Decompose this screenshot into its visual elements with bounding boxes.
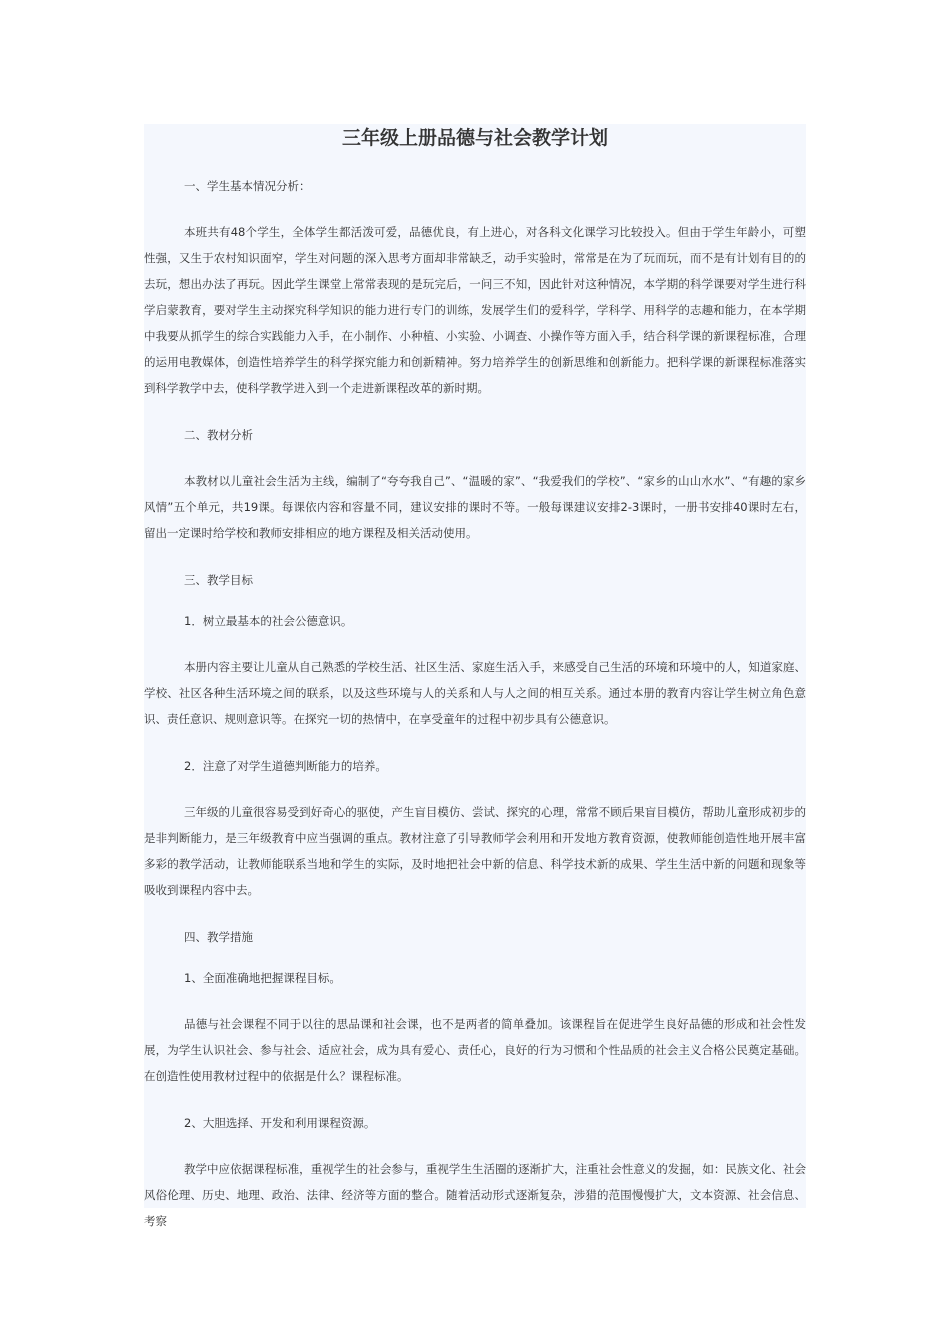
section-heading-teaching-measures: 四、教学措施 [184,930,253,944]
paragraph-course-resources: 教学中应依据课程标准，重视学生的社会参与，重视学生生活圈的逐渐扩大，注重社会性意义的发掘，如：民族文化、社会风俗伦理、历史、地理、政治、法律、经济等方面的整合。随着活动形式逐渐复杂，涉猎的范围慢慢扩大，文本资源、社会信息、考察 [144,1162,806,1228]
document-title: 三年级上册品德与社会教学计划 [341,127,608,149]
paragraph-public-morality: 本册内容主要让儿童从自己熟悉的学校生活、社区生活、家庭生活入手，来感受自己生活的环境和环境中的人，知道家庭、学校、社区各种生活环境之间的联系，以及这些环境与人的关系和人与人之间的相互关系。通过本册的教育内容让学生树立角色意识、责任意识、规则意识等。在探究一切的热情中，在享受童年的过程中初步具有公德意识。 [144,660,806,726]
paragraph-textbook-analysis: 本教材以儿童社会生活为主线，编制了“夸夸我自己”、“温暖的家”、“我爱我们的学校”、“家乡的山山水水”、“有趣的家乡风情”五个单元，共19课。每课依内容和容量不同，建议安排的课时不等。一般每课建议安排2-3课时，一册书安排40课时左右，留出一定课时给学校和教师安排相应的地方课程及相关活动使用。 [144,474,806,540]
document-page [144,124,806,1228]
paragraph-moral-judgment: 三年级的儿童很容易受到好奇心的驱使，产生盲目模仿、尝试、探究的心理，常常不顾后果盲目模仿，帮助儿童形成初步的是非判断能力，是三年级教育中应当强调的重点。教材注意了引导教师学会利用和开发地方教育资源，使教师能创造性地开展丰富多彩的教学活动，让教师能联系当地和学生的实际，及时地把社会中新的信息、科学技术新的成果、学生生活中新的问题和现象等吸收到课程内容中去。 [144,805,806,897]
section-heading-teaching-goals: 三、教学目标 [184,573,253,587]
paragraph-student-analysis: 本班共有48个学生，全体学生都活泼可爱，品德优良，有上进心，对各科文化课学习比较投入。但由于学生年龄小，可塑性强，又生于农村知识面窄，学生对问题的深入思考方面却非常缺乏，动手实验时，常常是在为了玩而玩，而不是有计划有目的的去玩，想出办法了再玩。因此学生课堂上常常表现的是玩完后，一问三不知，因此针对这种情况，本学期的科学课要对学生进行科学启蒙教育，要对学生主动探究科学知识的能力进行专门的训练，发展学生们的爱科学，学科学、用科学的志趣和能力，在本学期中我要从抓学生的综合实践能力入手，在小制作、小种植、小实验、小调查、小操作等方面入手，结合科学课的新课程标准，合理的运用电教媒体，创造性培养学生的科学探究能力和创新精神。努力培养学生的创新思维和创新能力。把科学课的新课程标准落实到科学教学中去，使科学教学进入到一个走进新课程改革的新时期。 [144,225,806,395]
subheading-moral-judgment: 2．注意了对学生道德判断能力的培养。 [184,759,387,773]
subheading-course-goals: 1、全面准确地把握课程目标。 [184,971,341,985]
subheading-public-morality: 1．树立最基本的社会公德意识。 [184,614,353,628]
paragraph-course-goals: 品德与社会课程不同于以往的思品课和社会课，也不是两者的简单叠加。该课程旨在促进学生良好品德的形成和社会性发展，为学生认识社会、参与社会、适应社会，成为具有爱心、责任心，良好的行为习惯和个性品质的社会主义合格公民奠定基础。在创造性使用教材过程中的依据是什么？课程标准。 [144,1017,806,1083]
subheading-course-resources: 2、大胆选择、开发和利用课程资源。 [184,1116,376,1130]
section-heading-student-analysis: 一、学生基本情况分析： [184,179,311,193]
section-heading-textbook-analysis: 二、教材分析 [184,428,253,442]
